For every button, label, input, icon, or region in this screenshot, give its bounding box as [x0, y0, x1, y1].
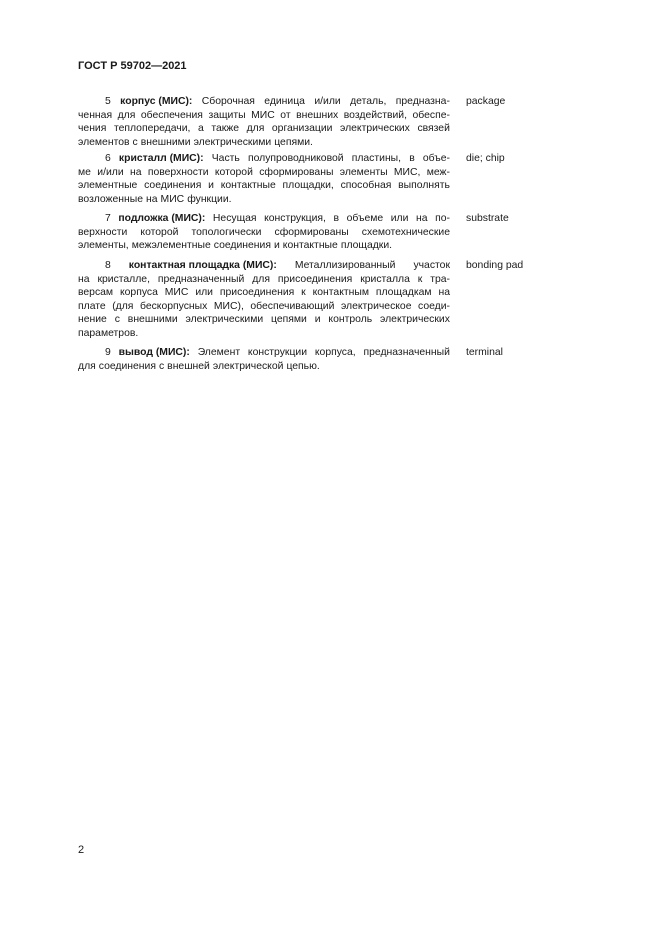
term-name: корпус (МИС):: [120, 96, 193, 107]
definition-line: ченная для обеспечения защиты МИС от внешних воздействий, обеспе-: [78, 109, 450, 121]
term-entry: [78, 212, 450, 253]
definition-line: нение с внешними электрическими цепями и контроль электрических: [78, 314, 450, 326]
term-name: контактная площадка (МИС):: [128, 260, 277, 271]
term-number: 5: [105, 96, 111, 107]
definition-line: 6 кристалл (МИС): Часть полупроводниковой пластины, в объе-: [105, 153, 450, 164]
definition-line: ме и/или на поверхности которой сформированы элементы МИС, меж-: [78, 166, 450, 178]
definition-line: элементные соединения и контактные площадки, способная выполнять: [78, 180, 450, 192]
definition-line: 7 подложка (МИС): Несущая конструкция, в объеме или на по-: [105, 213, 450, 224]
definition-line: элементов с внешними электрическими цепями.: [78, 136, 313, 148]
definition-line: плате (для бескорпусных МИС), обеспечивающий электрическое соеди-: [78, 300, 450, 312]
page-number: 2: [78, 844, 85, 856]
term-name: подложка (МИС):: [118, 213, 206, 224]
english-equivalent: bonding pad: [466, 260, 524, 271]
term-number: 6: [105, 153, 111, 164]
english-equivalent: package: [466, 96, 506, 107]
term-number: 8: [105, 260, 111, 271]
term-name: вывод (МИС):: [118, 347, 190, 358]
english-equivalent: die; chip: [466, 153, 505, 164]
definition-line: 8 контактная площадка (МИС): Металлизированный участок: [105, 260, 450, 271]
term-number: 9: [105, 347, 111, 358]
standard-header: ГОСТ Р 59702—2021: [78, 60, 187, 72]
definition-line: версам корпуса МИС или присоединения к контактным площадкам на: [78, 287, 450, 299]
definition-line: для соединения с внешней электрической цепью.: [78, 360, 320, 372]
english-equivalent: substrate: [466, 213, 509, 224]
term-entry: [78, 346, 450, 373]
definition-line: элементы, межэлементные соединения и контактные площадки.: [78, 240, 393, 252]
definition-line: возложенные на МИС функции.: [78, 193, 232, 205]
definition-line: 9 вывод (МИС): Элемент конструкции корпуса, предназначенный: [105, 347, 450, 358]
term-name: кристалл (МИС):: [118, 153, 204, 164]
term-number: 7: [105, 213, 111, 224]
definition-line: чения теплопередачи, а также для организации электрических связей: [78, 123, 450, 135]
definition-line: на кристалле, предназначенный для присоединения кристалла к тра-: [78, 273, 450, 285]
term-entry: [78, 152, 450, 206]
term-entry: [78, 259, 450, 341]
term-entry: [78, 95, 450, 149]
definition-line: верхности которой топологически сформированы схемотехнические: [78, 226, 450, 238]
definition-line: параметров.: [78, 327, 139, 339]
english-equivalent: terminal: [466, 347, 503, 358]
definition-line: 5 корпус (МИС): Сборочная единица и/или деталь, предназна-: [105, 96, 450, 107]
